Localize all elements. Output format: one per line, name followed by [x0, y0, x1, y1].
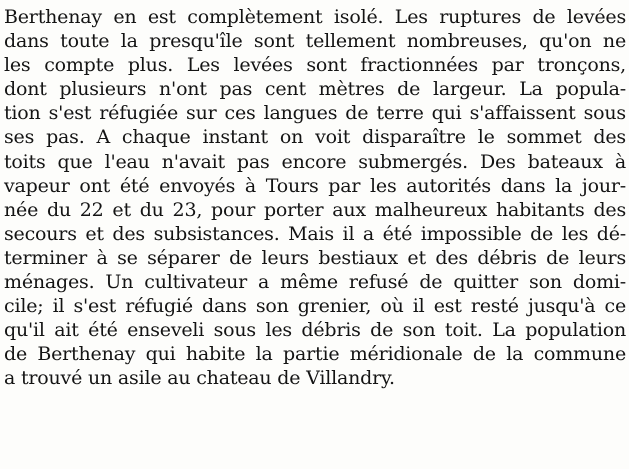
text-line-2: dans toute la presqu'île sont tellement nombreuses, qu'on ne [4, 30, 626, 53]
text-line-5: tion s'est réfugiée sur ces langues de terre qui s'affaissent sous [4, 102, 626, 125]
text-line-14: qu'il ait été enseveli sous les débris de son toit. La population [4, 319, 626, 342]
text-line-3: les compte plus. Les levées sont fractionnées par tronçons, [4, 54, 626, 77]
text-line-10: secours et des subsistances. Mais il a été impossible de les dé- [4, 222, 626, 245]
text-line-7: toits que l'eau n'avait pas encore submergés. Des bateaux à [4, 150, 626, 173]
text-line-6: ses pas. A chaque instant on voit disparaître le sommet des [4, 126, 626, 149]
text-line-9: née du 22 et du 23, pour porter aux malheureux habitants des [4, 198, 626, 221]
text-line-12: ménages. Un cultivateur a même refusé de quitter son domi- [4, 271, 626, 294]
text-line-11: terminer à se séparer de leurs bestiaux et des débris de leurs [4, 246, 626, 269]
text-line-8: vapeur ont été envoyés à Tours par les autorités dans la jour- [4, 174, 626, 197]
text-line-4: dont plusieurs n'ont pas cent mètres de largeur. La popula- [4, 78, 626, 101]
text-line-16: a trouvé un asile au chateau de Villandry. [4, 367, 395, 390]
text-line-13: cile; il s'est réfugié dans son grenier, où il est resté jusqu'à ce [4, 295, 626, 318]
text-line-15: de Berthenay qui habite la partie méridionale de la commune [4, 343, 626, 366]
body-paragraph [4, 5, 626, 391]
text-line-1: Berthenay en est complètement isolé. Les ruptures de levées [4, 6, 626, 28]
